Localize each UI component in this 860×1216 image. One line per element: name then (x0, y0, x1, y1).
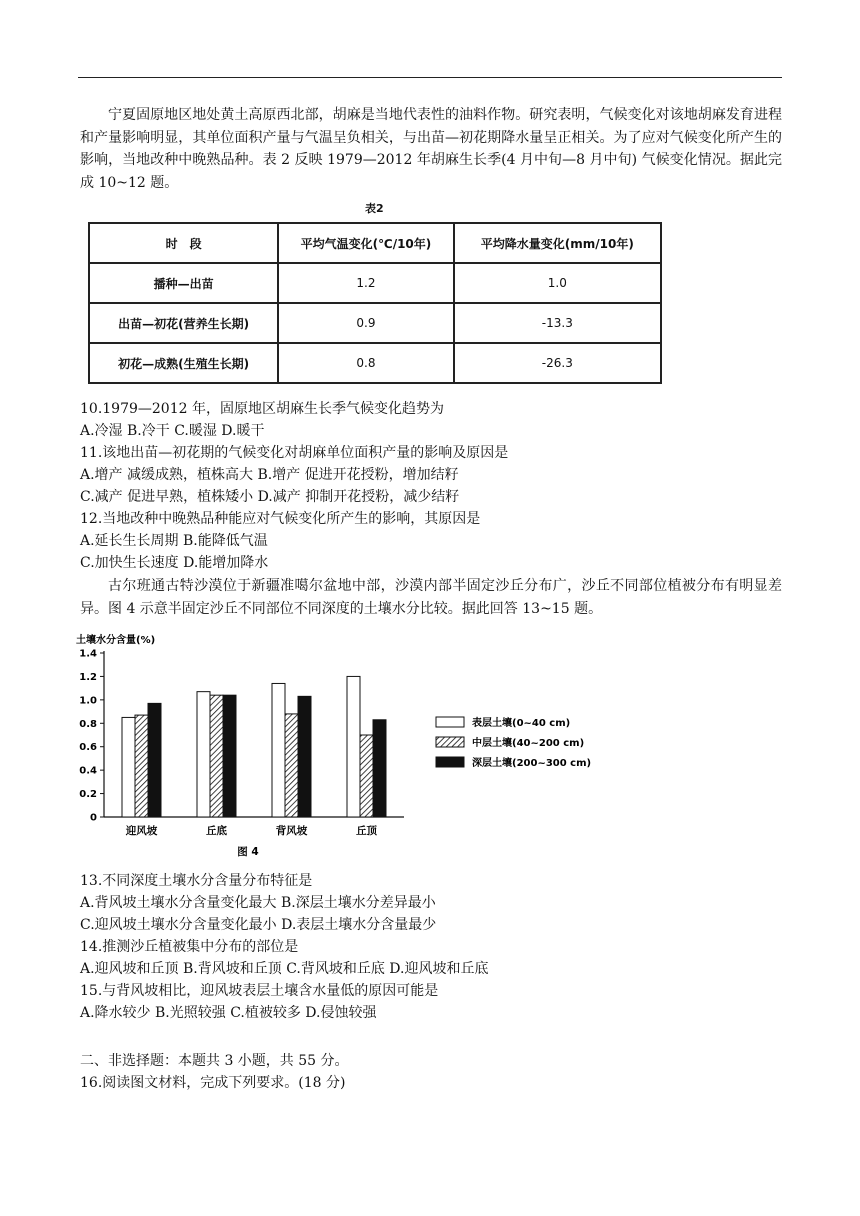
question-13-options-ab: A.背风坡土壤水分含量变化最大 B.深层土壤水分差异最小 (80, 895, 436, 911)
table-cell: -13.3 (454, 303, 661, 343)
y-tick-label: 1.2 (79, 671, 97, 683)
question-11-options-ab: A.增产 减缓成熟，植株高大 B.增产 促进开花授粉，增加结籽 (80, 467, 459, 483)
x-tick-label: 背风坡 (275, 825, 308, 837)
y-axis-label: 土壤水分含量(%) (76, 635, 156, 646)
bar (197, 692, 210, 817)
question-13: 13.不同深度土壤水分含量分布特征是 (80, 873, 313, 889)
bar (272, 683, 285, 817)
table-row (89, 263, 661, 303)
table-row (89, 343, 661, 383)
table-cell: 1.0 (454, 263, 661, 303)
table-2-caption: 表2 (365, 202, 384, 215)
passage-2: 古尔班通古特沙漠位于新疆准噶尔盆地中部，沙漠内部半固定沙丘分布广，沙丘不同部位植被分布有明显差异。图 4 示意半固定沙丘不同部位不同深度的土壤水分比较。据此回答 13~15 题。 (80, 578, 782, 617)
question-10-options: A.冷湿 B.冷干 C.暖湿 D.暖干 (80, 423, 265, 439)
bar (122, 717, 135, 817)
table-row (89, 303, 661, 343)
question-15: 15.与背风坡相比，迎风坡表层土壤含水量低的原因可能是 (80, 983, 439, 999)
bar (360, 735, 373, 817)
soil-moisture-chart (76, 630, 616, 862)
y-tick-label: 0.2 (79, 789, 97, 801)
section-2-heading: 二、非选择题：本题共 3 小题，共 55 分。 (80, 1053, 349, 1069)
bar (135, 715, 148, 817)
question-12: 12.当地改种中晚熟品种能应对气候变化所产生的影响，其原因是 (80, 511, 481, 527)
bar (223, 695, 236, 817)
legend-swatch (436, 757, 464, 767)
bar (285, 714, 298, 817)
question-12-options-cd: C.加快生长速度 D.能增加降水 (80, 555, 269, 571)
y-tick-label: 0.6 (79, 742, 97, 754)
question-11-options-cd: C.减产 促进早熟，植株矮小 D.减产 抑制开花授粉，减少结籽 (80, 489, 460, 505)
legend-label: 表层土壤(0~40 cm) (472, 718, 571, 729)
legend-swatch (436, 737, 464, 747)
table-cell: 0.8 (278, 343, 453, 383)
bar (373, 720, 386, 817)
question-11: 11.该地出苗—初花期的气候变化对胡麻单位面积产量的影响及原因是 (80, 445, 509, 461)
table-2 (88, 222, 662, 384)
table-cell: 1.2 (278, 263, 453, 303)
question-16: 16.阅读图文材料，完成下列要求。(18 分) (80, 1075, 346, 1091)
legend-label: 中层土壤(40~200 cm) (472, 738, 585, 749)
table-cell: -26.3 (454, 343, 661, 383)
x-tick-label: 丘顶 (356, 825, 377, 837)
y-tick-label: 1.0 (79, 695, 97, 707)
table-header-cell: 平均气温变化(℃/10年) (278, 223, 453, 263)
table-header-cell: 时 段 (89, 223, 278, 263)
bar (298, 696, 311, 817)
header-rule (78, 77, 782, 78)
table-cell: 出苗—初花(营养生长期) (89, 303, 278, 343)
question-14-options: A.迎风坡和丘顶 B.背风坡和丘顶 C.背风坡和丘底 D.迎风坡和丘底 (80, 961, 489, 977)
bar (210, 695, 223, 817)
passage-1: 宁夏固原地区地处黄土高原西北部，胡麻是当地代表性的油料作物。研究表明，气候变化对该地胡麻发育进程和产量影响明显，其单位面积产量与气温呈负相关，与出苗—初花期降水量呈正相关。为了应对气候变化所产生的影响，当地改种中晚熟品种。表 2 反映 1979—2012 年胡麻生长季(4 月中旬—8 月中旬) 气候变化情况。据此完成 10~12 题。 (80, 107, 782, 191)
table-cell: 0.9 (278, 303, 453, 343)
table-cell: 播种—出苗 (89, 263, 278, 303)
table-header-cell: 平均降水量变化(mm/10年) (454, 223, 661, 263)
y-tick-label: 0.4 (79, 765, 97, 777)
table-header-row (89, 223, 661, 263)
y-tick-label: 0 (90, 812, 97, 824)
figure-caption: 图 4 (237, 846, 259, 858)
bar (347, 676, 360, 817)
question-13-options-cd: C.迎风坡土壤水分含量变化最小 D.表层土壤水分含量最少 (80, 917, 437, 933)
question-10: 10.1979—2012 年，固原地区胡麻生长季气候变化趋势为 (80, 401, 444, 417)
question-15-options: A.降水较少 B.光照较强 C.植被较多 D.侵蚀较强 (80, 1005, 377, 1021)
legend-label: 深层土壤(200~300 cm) (472, 758, 592, 769)
question-14: 14.推测沙丘植被集中分布的部位是 (80, 939, 299, 955)
x-tick-label: 丘底 (206, 825, 227, 837)
bar (148, 703, 161, 817)
legend-swatch (436, 717, 464, 727)
question-12-options-ab: A.延长生长周期 B.能降低气温 (80, 533, 268, 549)
table-cell: 初花—成熟(生殖生长期) (89, 343, 278, 383)
y-tick-label: 1.4 (79, 648, 97, 660)
y-tick-label: 0.8 (79, 718, 97, 730)
x-tick-label: 迎风坡 (125, 825, 158, 837)
